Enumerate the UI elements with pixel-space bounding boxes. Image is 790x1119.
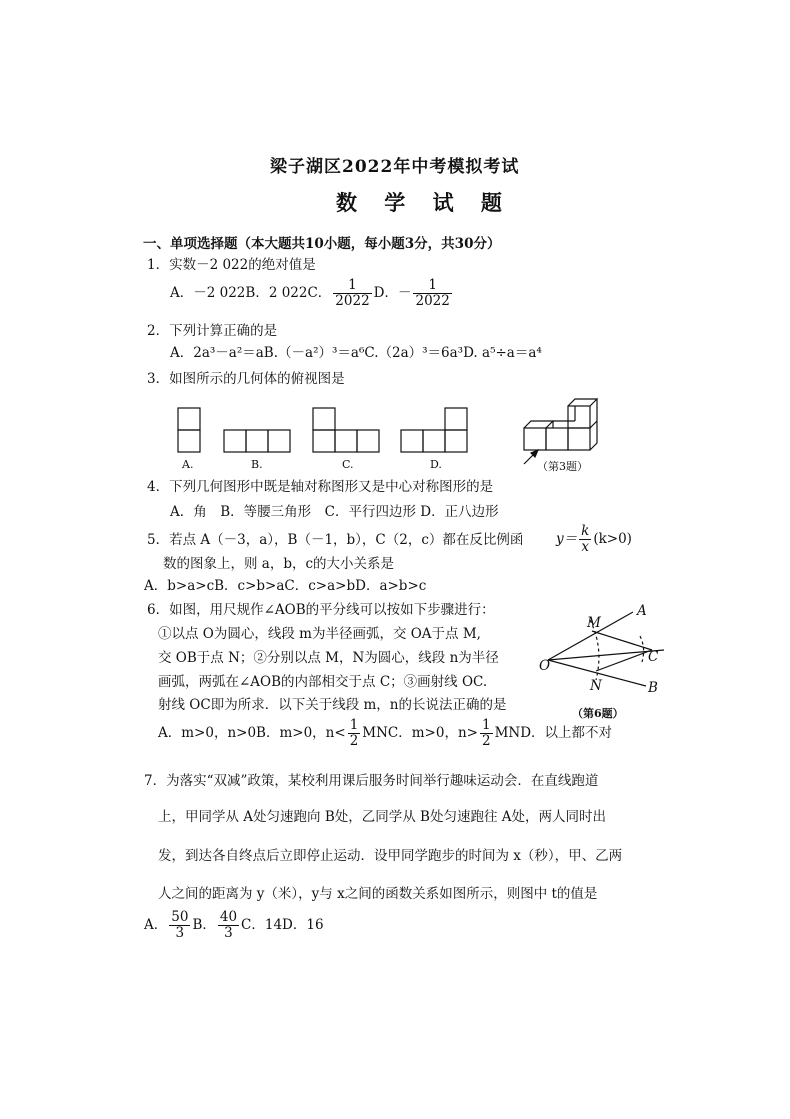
q6-label-o: O	[539, 658, 551, 674]
q6-opt-b: MNC．m>0，n>	[362, 725, 478, 741]
q1-stem: 1．实数－2 022的绝对值是	[147, 257, 316, 273]
q6-frac1-num: 1	[349, 717, 359, 733]
q1-frac-c-den: 2022	[335, 293, 370, 309]
q6-frac2-num: 1	[481, 717, 491, 733]
q6-arc-c	[640, 636, 644, 662]
q7-line1: 7．为落实“双减”政策，某校利用课后服务时间举行趣味运动会．在直线跑道	[144, 773, 599, 789]
q6-label-c: C	[648, 649, 659, 665]
q7-frac-b-num: 40	[219, 909, 238, 925]
q7-line4: 人之间的距离为 y（米），y与 x之间的函数关系如图所示，则图中 t的值是	[158, 886, 598, 902]
q3-label-b: B.	[251, 458, 263, 471]
q5-line2: 数的图象上，则 a，b，c的大小关系是	[163, 556, 395, 572]
q1-frac-d-num: 1	[413, 278, 451, 294]
q5-options: A．b>a>cB．c>b>aC．c>a>bD．a>b>c	[144, 578, 427, 594]
exam-subtitle: 数 学 试 题	[336, 190, 512, 215]
exam-title: 梁子湖区2022年中考模拟考试	[270, 157, 520, 177]
q6-label-m: M	[587, 615, 601, 631]
q7-frac-a-num: 50	[171, 909, 189, 925]
q6-label-n: N	[590, 678, 602, 694]
q6-line4: 画弧，两弧在∠AOB的内部相交于点 C；③画射线 OC.	[158, 674, 488, 690]
q1-frac-c-num: 1	[333, 278, 371, 294]
q3-stem: 3．如图所示的几何体的俯视图是	[147, 371, 345, 387]
q3-label-a: A.	[182, 458, 194, 471]
q7-frac-b	[218, 910, 239, 941]
q7-options	[144, 910, 324, 941]
q7-frac-a	[169, 910, 190, 941]
q6-label-b: B	[648, 680, 658, 696]
q2-options: A．2a³－a²＝aB.（－a²）³＝a⁶C.（2a）³＝6a³D. a⁵÷a＝a⁴	[170, 345, 542, 361]
section-heading: 一、单项选择题（本大题共10小题，每小题3分，共30分）	[143, 236, 501, 252]
q5-func-left: y＝	[556, 531, 578, 547]
q4-options: A．角 B．等腰三角形 C．平行四边形 D．正八边形	[170, 504, 499, 520]
q6-frac2-den: 2	[481, 733, 491, 749]
q7-line2: 上，甲同学从 A处匀速跑向 B处，乙同学从 B处匀速跑往 A处，两人同时出	[158, 809, 607, 825]
q6-opt-c: MND．以上都不对	[494, 725, 613, 741]
q5-func-den: x	[581, 539, 590, 555]
q3-label-c: C.	[342, 458, 354, 471]
q7-opt-b: B．	[192, 917, 216, 933]
q1-option-ab: A．－2 022B．2 022C．	[170, 285, 332, 301]
q6-frac1-den: 2	[349, 733, 359, 749]
q7-frac-a-den: 3	[175, 925, 185, 941]
q6-line2: ①以点 O为圆心，线段 m为半径画弧，交 OA于点 M,	[158, 626, 481, 642]
q3-label-d: D.	[430, 458, 442, 471]
q7-frac-b-den: 3	[224, 925, 233, 941]
q5-stem: 5．若点 A（－3，a），B（－1，b），C（2，c）都在反比例函	[147, 532, 524, 548]
q6-seg-mc	[592, 631, 652, 650]
q1-option-d: D．－	[373, 285, 412, 301]
q6-figure-caption: （第6题）	[572, 707, 624, 720]
q5-func-num: k	[581, 523, 590, 539]
q3-figure-caption: （第3题）	[537, 460, 588, 473]
q7-line3: 发，到达各自终点后立即停止运动．设甲同学跑步的时间为 x（秒），甲、乙两	[158, 848, 623, 864]
q6-opt-a: A．m>0，n>0B．m>0，n<	[158, 725, 346, 741]
q6-line5: 射线 OC即为所求．以下关于线段 m，n的长说法正确的是	[158, 697, 507, 713]
q6-label-a: A	[637, 603, 647, 619]
q4-stem: 4．下列几何图形中既是轴对称图形又是中心对称图形的是	[147, 479, 494, 495]
q7-opt-cd: C．14D．16	[241, 917, 324, 933]
q2-stem: 2．下列计算正确的是	[147, 323, 278, 339]
q6-line1: 6．如图，用尺规作∠AOB的平分线可以按如下步骤进行：	[147, 602, 495, 618]
q6-line3: 交 OB于点 N；②分别以点 M，N为圆心，线段 n为半径	[158, 650, 499, 666]
q1-frac-d-den: 2022	[415, 293, 450, 309]
q7-opt-a: A．	[144, 917, 168, 933]
q5-func-right: (k>0)	[593, 531, 632, 547]
